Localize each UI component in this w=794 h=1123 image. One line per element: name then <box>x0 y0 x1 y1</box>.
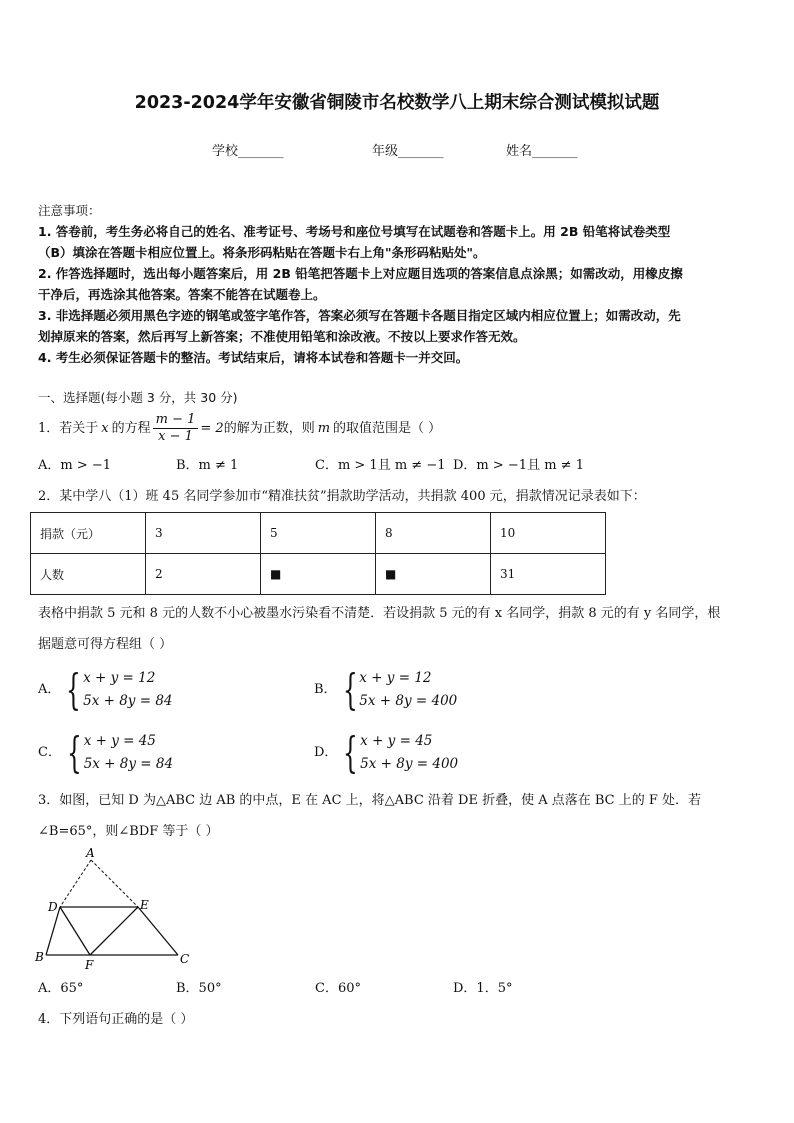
q1-option-a: A．m > −1 <box>38 458 112 473</box>
page-title: 2023-2024学年安徽省铜陵市名校数学八上期末综合测试模拟试题 <box>134 93 660 113</box>
line-DB <box>46 907 60 955</box>
line-DF <box>60 907 90 955</box>
equation-line: x + y = 45 <box>360 733 433 749</box>
q1-text: 的方程 <box>111 420 151 436</box>
fraction-denominator: x − 1 <box>158 429 193 444</box>
brace-icon: { <box>66 665 82 714</box>
brace-icon: { <box>66 728 82 777</box>
notice-line: 干净后，再选涂其他答案。答案不能答在试题卷上。 <box>38 287 326 302</box>
label-E: E <box>140 898 149 912</box>
q1-text: 1．若关于 <box>38 420 99 436</box>
label-F: F <box>85 958 94 972</box>
q1-text: 的解为正数，则 <box>223 420 315 436</box>
notice-heading: 注意事项： <box>38 203 101 218</box>
q2-option-b <box>314 667 457 713</box>
q1-option-b: B．m ≠ 1 <box>176 458 239 473</box>
label-A: A <box>86 846 95 860</box>
notice-line: 4. 考生必须保证答题卡的整洁。考试结束后，请将本试卷和答题卡一并交回。 <box>38 350 469 365</box>
q3-option-b: B．50° <box>176 981 222 996</box>
option-label: A． <box>38 682 61 697</box>
q1-fraction <box>153 412 199 445</box>
q1-var: x <box>101 420 109 436</box>
name-field: 姓名_______ <box>506 144 578 159</box>
question-3-stem: 3．如图，已知 D 为△ABC 边 AB 的中点，E 在 AC 上，将△ABC 沿着 DE 折叠，使 A 点落在 BC 上的 F 处．若 <box>38 793 702 808</box>
equation-system <box>337 667 458 713</box>
q2-description: 据题意可得方程组（ ） <box>38 637 173 652</box>
equation-system <box>61 730 173 776</box>
equation-line: x + y = 12 <box>83 670 156 686</box>
grade-field: 年级_______ <box>372 144 444 159</box>
q2-option-a <box>38 667 173 713</box>
label-B: B <box>35 950 44 964</box>
table-cell: 2 <box>146 554 261 595</box>
equation-line: x + y = 12 <box>359 670 432 686</box>
question-1-stem <box>38 412 441 445</box>
notice-line: 2. 作答选择题时，选出每小题答案后，用 2B 铅笔把答题卡上对应题目选项的答案信息点涂黑；如需改动，用橡皮擦 <box>38 266 683 281</box>
q2-option-c <box>38 730 173 776</box>
ink-blot-cell: ■ <box>376 554 491 595</box>
table-cell: 10 <box>491 513 606 554</box>
brace-icon: { <box>342 665 358 714</box>
table-row <box>31 513 606 554</box>
notice-line: 划掉原来的答案，然后再写上新答案；不准使用铅笔和涂改液。不按以上要求作答无效。 <box>38 329 526 344</box>
equation-line: 5x + 8y = 84 <box>83 756 174 772</box>
equation-line: 5x + 8y = 84 <box>83 693 173 709</box>
equation-line: 5x + 8y = 400 <box>360 756 459 772</box>
option-label: D． <box>314 745 338 760</box>
q1-equation-rhs: = 2 <box>200 420 224 436</box>
table-cell: 31 <box>491 554 606 595</box>
option-label: C． <box>38 745 61 760</box>
dashed-line-AD <box>60 860 91 907</box>
ink-blot-cell: ■ <box>261 554 376 595</box>
equation-line: 5x + 8y = 400 <box>359 693 458 709</box>
q1-var: m <box>317 420 331 436</box>
donation-table <box>30 512 606 595</box>
question-2-stem: 2．某中学八（1）班 45 名同学参加市“精准扶贫”捐款助学活动，共捐款 400 元，捐款情况记录表如下： <box>38 489 646 504</box>
notice-line: （B）填涂在答题卡相应位置上。将条形码粘贴在答题卡右上角"条形码粘贴处"。 <box>38 245 486 260</box>
table-cell: 5 <box>261 513 376 554</box>
q2-option-d <box>314 730 458 776</box>
line-EF <box>90 907 138 955</box>
table-cell: 3 <box>146 513 261 554</box>
equation-system <box>60 667 172 713</box>
label-C: C <box>180 952 190 966</box>
q1-text: 的取值范围是（ ） <box>333 420 442 436</box>
q1-option-c: C．m > 1且 m ≠ −1 <box>315 458 446 473</box>
section-heading: 一、选择题(每小题 3 分，共 30 分) <box>38 390 238 405</box>
line-EC <box>138 907 178 955</box>
table-row <box>31 554 606 595</box>
fraction-numerator: m − 1 <box>153 412 199 429</box>
table-cell: 人数 <box>31 554 146 595</box>
dashed-line-AE <box>91 860 138 907</box>
label-D: D <box>48 900 58 914</box>
school-field: 学校_______ <box>212 144 284 159</box>
triangle-fold-figure <box>32 843 202 973</box>
equation-line: x + y = 45 <box>83 733 156 749</box>
question-4-stem: 4．下列语句正确的是（ ） <box>38 1012 194 1027</box>
question-3-stem: ∠B=65°，则∠BDF 等于（ ） <box>38 824 219 839</box>
q2-description: 表格中捐款 5 元和 8 元的人数不小心被墨水污染看不清楚．若设捐款 5 元的有 x 名同学，捐款 8 元的有 y 名同学，根 <box>38 606 721 621</box>
notice-line: 3. 非选择题必须用黑色字迹的钢笔或签字笔作答，答案必须写在答题卡各题目指定区域内相应位置上；如需改动，先 <box>38 308 681 323</box>
q3-option-d: D．1．5° <box>453 981 513 996</box>
notice-line: 1. 答卷前，考生务必将自己的姓名、准考证号、考场号和座位号填写在试题卷和答题卡上。用 2B 铅笔将试卷类型 <box>38 224 671 239</box>
brace-icon: { <box>343 728 359 777</box>
q1-option-d: D．m > −1且 m ≠ 1 <box>453 458 584 473</box>
table-cell: 捐款（元） <box>31 513 146 554</box>
q3-option-c: C．60° <box>315 981 361 996</box>
q3-option-a: A．65° <box>38 981 84 996</box>
equation-system <box>337 730 458 776</box>
option-label: B． <box>314 682 337 697</box>
table-cell: 8 <box>376 513 491 554</box>
